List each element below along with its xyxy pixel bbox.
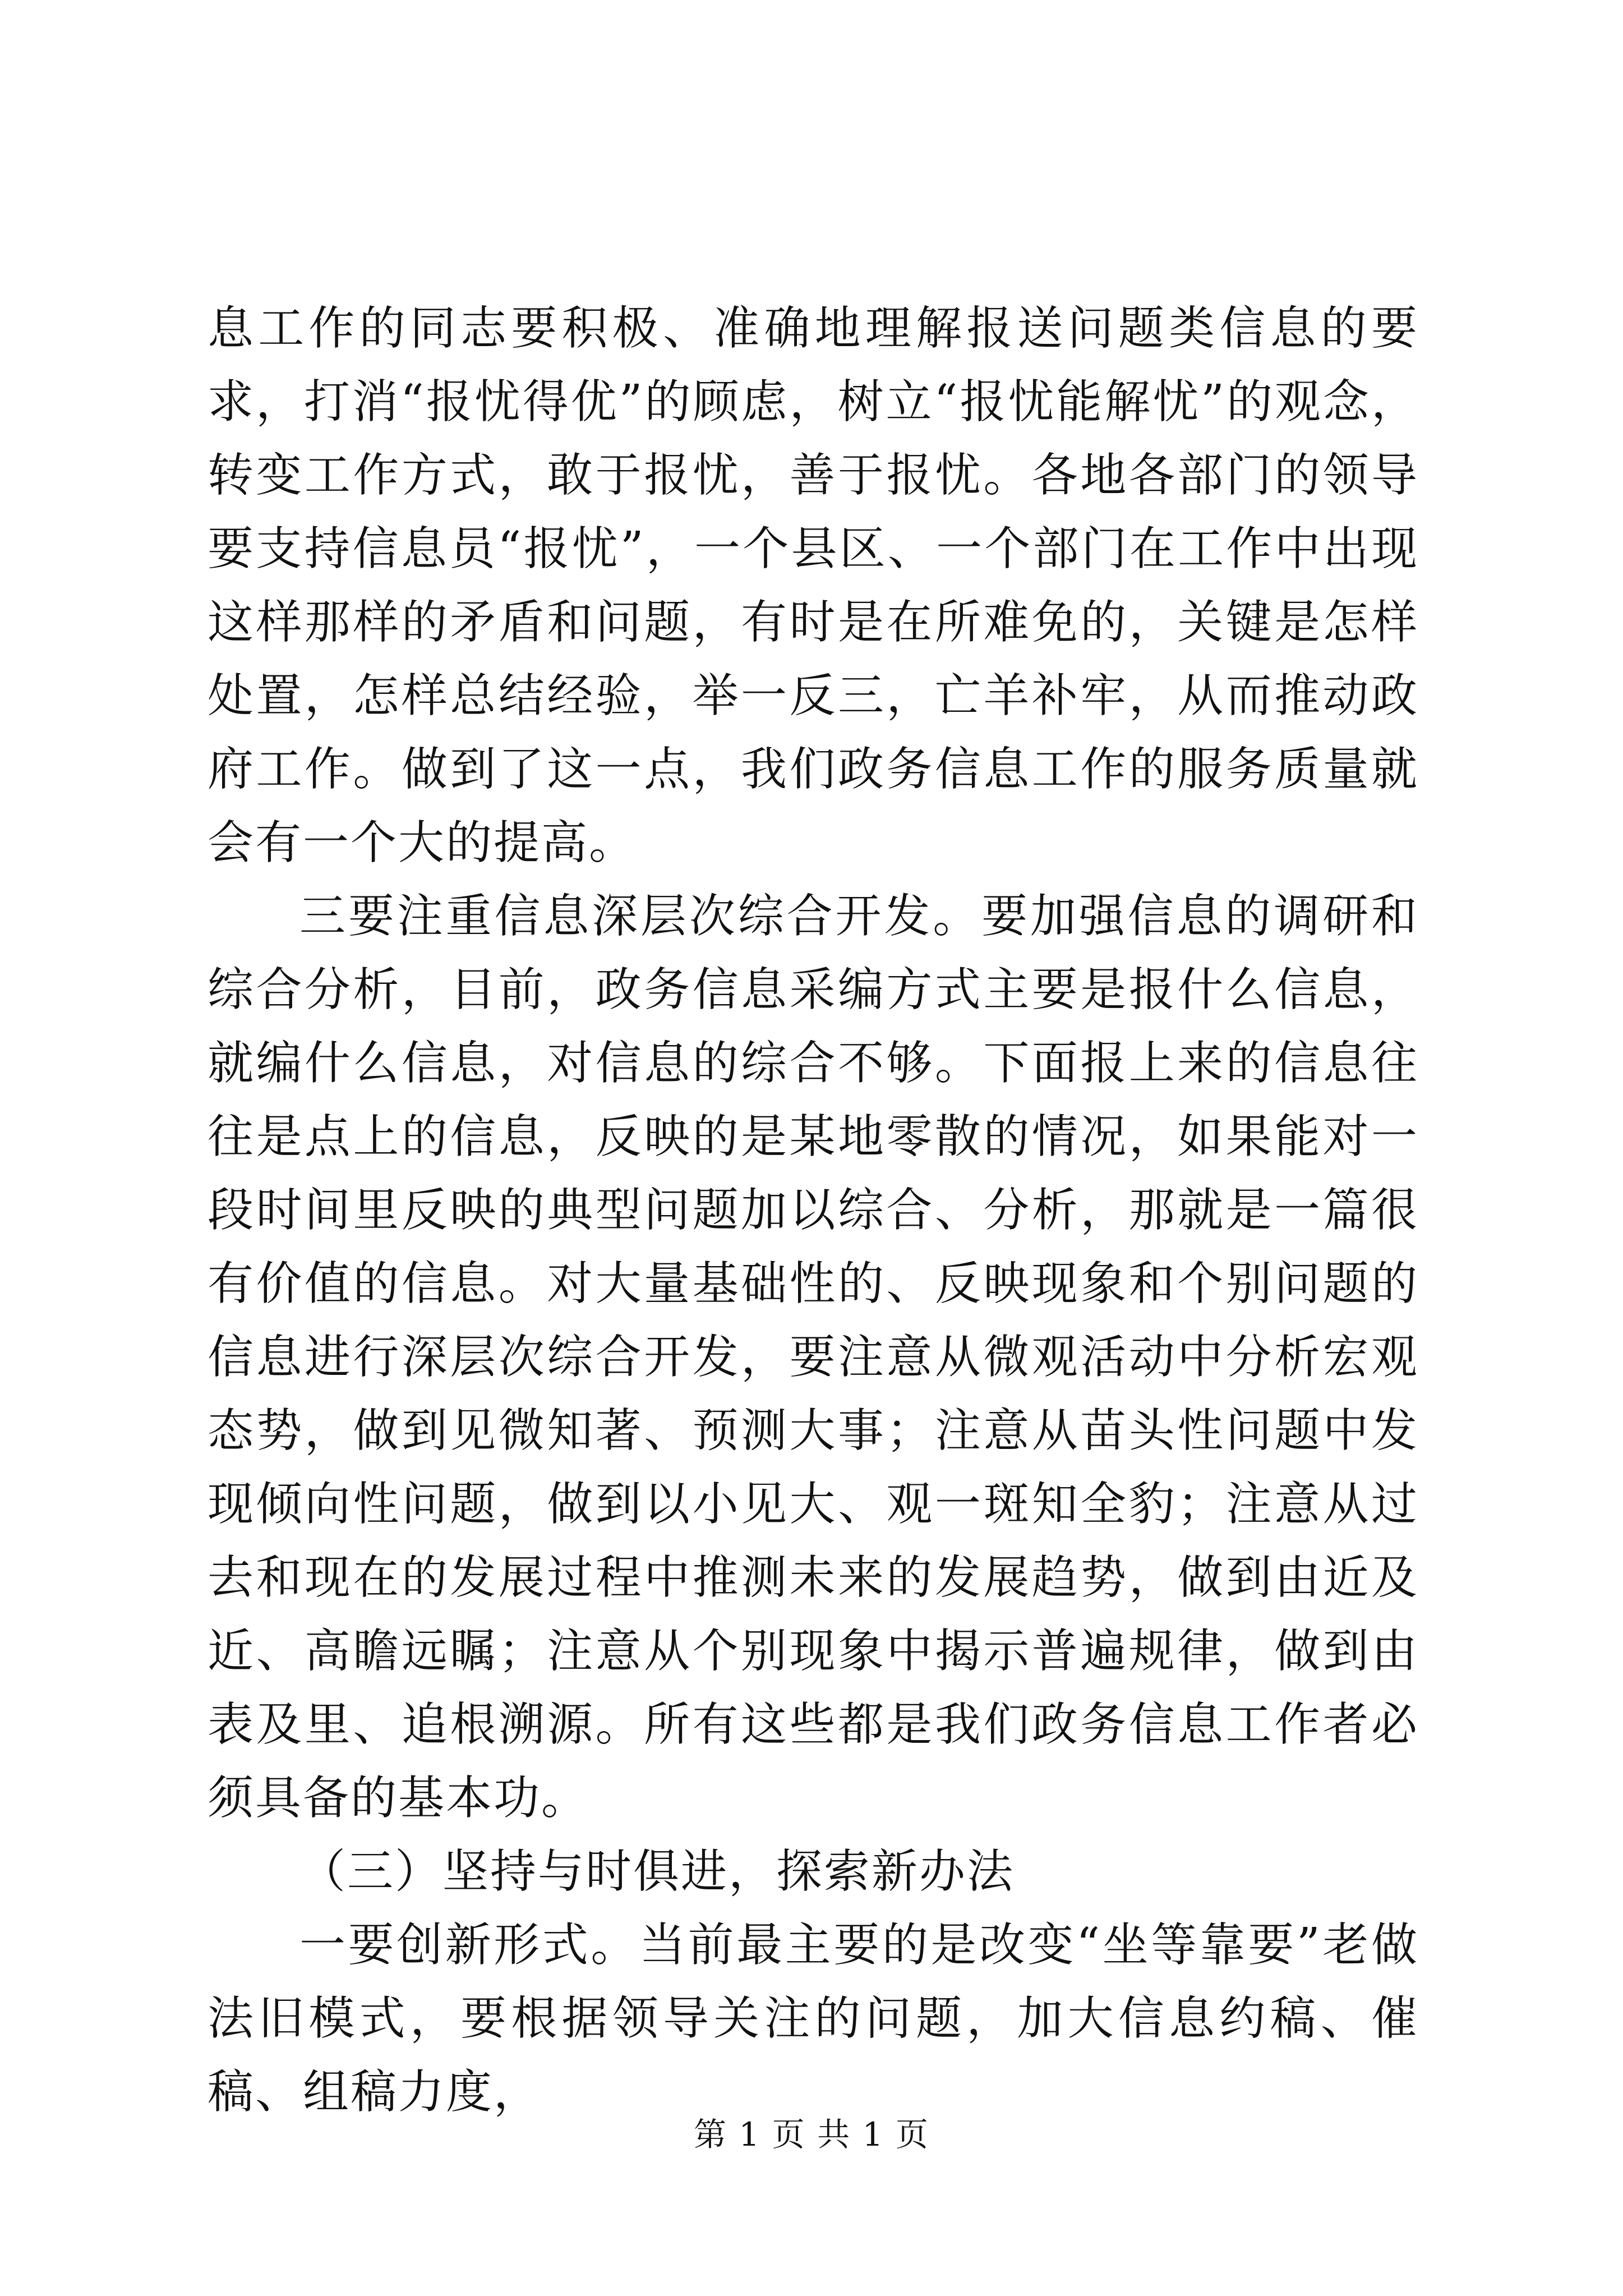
page-footer: 第 1 页 共 1 页 <box>694 2115 929 2154</box>
section-heading: （三）坚持与时俱进，探索新办法 <box>299 1845 1015 1898</box>
paragraph-innovate-form: 一要创新形式。当前最主要的是改变“坐等靠要”老做法旧模式，要根据领导关注的问题，加大信息约稿、催稿、组稿力度， <box>208 1918 1419 2119</box>
paragraph-continuation: 息工作的同志要积极、准确地理解报送问题类信息的要求，打消“报忧得优”的顾虑，树立“报忧能解忧”的观念，转变工作方式，敢于报忧，善于报忧。各地各部门的领导要支持信息员“报忧”，一个县区、一个部门在工作中出现这样那样的矛盾和问题，有时是在所难免的，关键是怎样处置，怎样总结经验，举一反三，亡羊补牢，从而推动政府工作。做到了这一点，我们政务信息工作的服务质量就会有一个大的提高。 <box>208 302 1419 869</box>
paragraph-deep-integration: 三要注重信息深层次综合开发。要加强信息的调研和综合分析，目前，政务信息采编方式主要是报什么信息，就编什么信息，对信息的综合不够。下面报上来的信息往往是点上的信息，反映的是某地零散的情况，如果能对一段时间里反映的典型问题加以综合、分析，那就是一篇很有价值的信息。对大量基础性的、反映现象和个别问题的信息进行深层次综合开发，要注意从微观活动中分析宏观态势，做到见微知著、预测大事；注意从苗头性问题中发现倾向性问题，做到以小见大、观一斑知全豹；注意从过去和现在的发展过程中推测未来的发展趋势，做到由近及近、高瞻远瞩；注意从个别现象中揭示普遍规律，做到由表及里、追根溯源。所有这些都是我们政务信息工作者必须具备的基本功。 <box>208 890 1419 1825</box>
document-body <box>208 292 1419 2129</box>
